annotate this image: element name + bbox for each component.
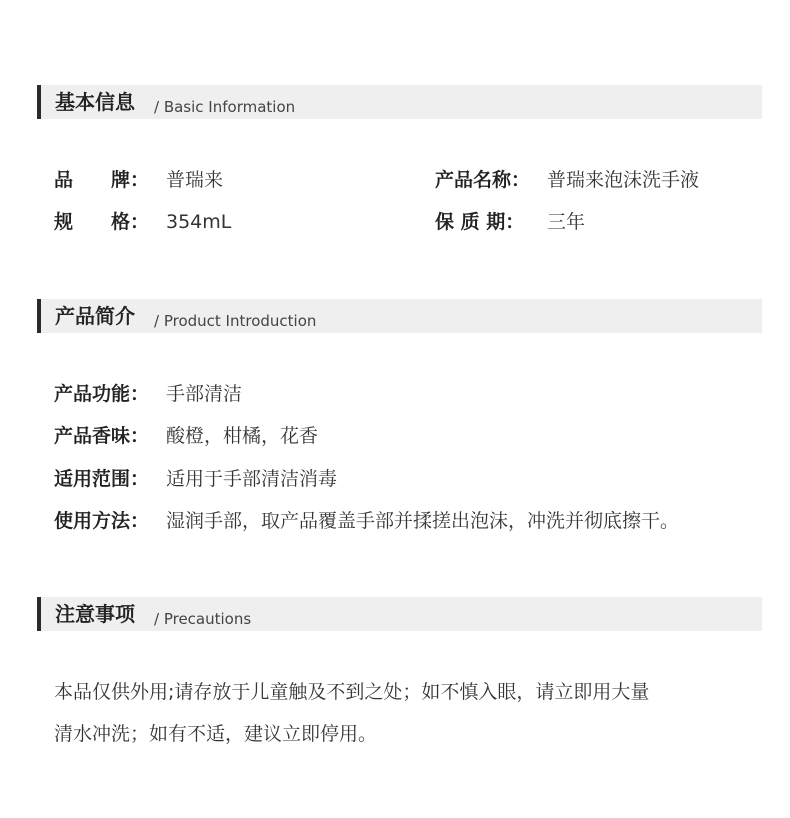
product-name-value: 普瑞来泡沫洗手液	[547, 169, 700, 191]
brand-row	[54, 167, 223, 193]
scent-row	[54, 423, 318, 449]
basic-info-subtitle: / Basic Information	[154, 98, 296, 116]
shelf-life-label: 保 质 期：	[435, 211, 525, 233]
function-value: 手部清洁	[166, 383, 243, 405]
usage-row	[54, 508, 679, 534]
product-name-label: 产品名称：	[435, 169, 531, 191]
product-intro-header	[37, 299, 762, 333]
spec-label: 规 格：	[54, 211, 150, 233]
basic-info-header	[37, 85, 762, 119]
brand-value: 普瑞来	[166, 169, 224, 191]
precautions-title: 注意事项	[55, 602, 135, 626]
basic-info-title: 基本信息	[55, 90, 135, 114]
usage-value: 湿润手部，取产品覆盖手部并揉搓出泡沫，冲洗并彻底擦干。	[166, 510, 680, 532]
function-row	[54, 381, 242, 407]
spec-row	[54, 209, 231, 235]
product-name-row	[435, 167, 699, 193]
scent-label: 产品香味：	[54, 425, 150, 447]
scent-value: 酸橙，柑橘，花香	[166, 425, 319, 447]
usage-label: 使用方法：	[54, 510, 150, 532]
spec-value: 354mL	[166, 211, 232, 233]
shelf-life-row	[435, 209, 585, 235]
scope-row	[54, 466, 337, 492]
product-intro-subtitle: / Product Introduction	[154, 312, 317, 330]
scope-value: 适用于手部清洁消毒	[166, 468, 338, 490]
precautions-line-1: 本品仅供外用;请存放于儿童触及不到之处；如不慎入眼，请立即用大量	[54, 681, 650, 703]
precautions-header	[37, 597, 762, 631]
brand-label: 品 牌：	[54, 169, 150, 191]
precautions-subtitle: / Precautions	[154, 610, 252, 628]
function-label: 产品功能：	[54, 383, 150, 405]
scope-label: 适用范围：	[54, 468, 150, 490]
shelf-life-value: 三年	[547, 211, 586, 233]
precautions-line-2: 清水冲洗；如有不适，建议立即停用。	[54, 723, 378, 745]
product-intro-title: 产品简介	[55, 304, 135, 328]
